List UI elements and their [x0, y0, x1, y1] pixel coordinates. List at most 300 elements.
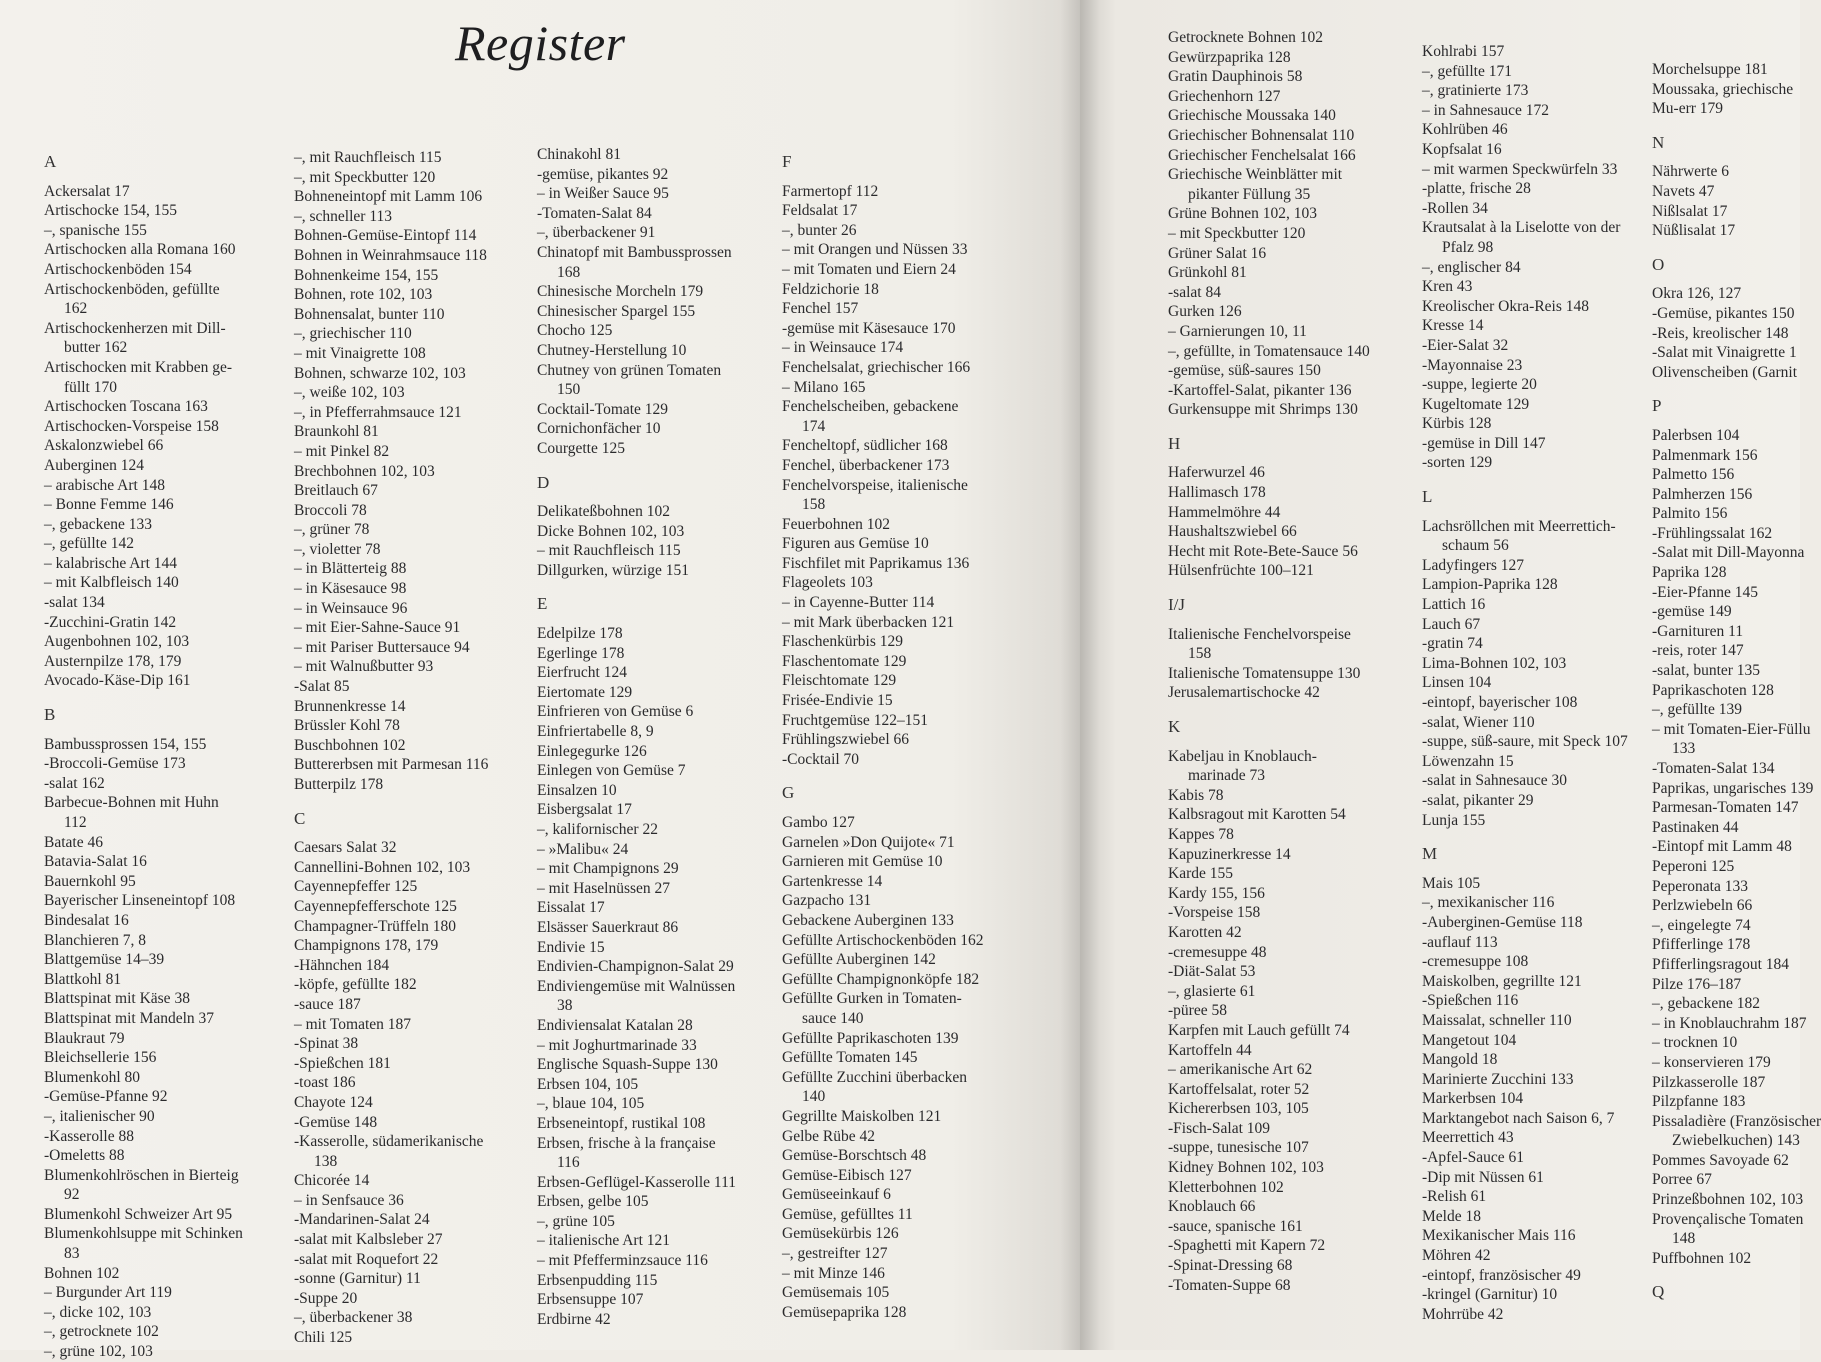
index-entry: Gegrillte Maiskolben 121 [782, 1107, 942, 1125]
index-entry: Blumenkohl Schweizer Art 95 [44, 1205, 233, 1223]
index-entry: – in Sahnesauce 172 [1422, 101, 1549, 119]
index-entry: Einfriertabelle 8, 9 [537, 723, 654, 741]
index-entry: Chutney-Herstellung 10 [537, 341, 687, 359]
index-entry: –, bunter 26 [782, 221, 857, 239]
index-entry: Nüßlisalat 17 [1652, 222, 1736, 240]
index-entry: Erdbirne 42 [537, 1310, 611, 1328]
index-entry: Morchelsuppe 181 [1652, 61, 1768, 78]
index-entry: – mit Tomaten 187 [294, 1015, 412, 1033]
index-entry: Gefüllte Gurken in Tomaten- [782, 990, 962, 1008]
index-entry: Haushaltszwiebel 66 [1168, 523, 1297, 541]
index-entry: Bindesalat 16 [44, 911, 129, 929]
index-entry: Palerbsen 104 [1652, 426, 1740, 444]
index-entry: Erbsenpudding 115 [537, 1271, 658, 1289]
index-entry: -Kasserolle, südamerikanische [294, 1133, 484, 1151]
index-entry: Getrocknete Bohnen 102 [1168, 29, 1323, 46]
index-entry: -Cocktail 70 [782, 750, 860, 768]
index-entry: Courgette 125 [537, 439, 625, 457]
index-entry: –, gestreifter 127 [782, 1245, 888, 1263]
index-entry: –, eingelegte 74 [1652, 916, 1751, 934]
index-entry: Mu-err 179 [1652, 100, 1724, 118]
index-entry: Fenchel, überbackener 173 [782, 456, 950, 474]
index-entry: -gemüse in Dill 147 [1422, 434, 1546, 452]
index-entry: -salat, bunter 135 [1652, 662, 1761, 680]
index-entry: -Garnituren 11 [1652, 622, 1744, 640]
index-entry: Pilzpfanne 183 [1652, 1093, 1746, 1111]
index-entry: Marktangebot nach Saison 6, 7 [1422, 1109, 1615, 1127]
index-entry: Maissalat, schneller 110 [1422, 1011, 1572, 1029]
index-entry: Lampion-Paprika 128 [1422, 576, 1558, 594]
index-entry: Cocktail-Tomate 129 [537, 400, 669, 418]
index-entry: –, kalifornischer 22 [537, 821, 658, 838]
index-entry: Artischockenherzen mit Dill- [44, 319, 226, 337]
index-entry: -Relish 61 [1422, 1188, 1487, 1206]
index-entry: Brüssler Kohl 78 [294, 717, 400, 735]
index-entry: Olivenscheiben (Garnit [1652, 363, 1798, 381]
index-entry: Gemüse, gefülltes 11 [782, 1205, 913, 1223]
index-entry: –, italienischer 90 [44, 1107, 155, 1125]
index-entry: 162 [64, 300, 88, 318]
index-entry: – in Weinsauce 96 [294, 599, 408, 617]
index-entry: Askalonzwiebel 66 [44, 437, 164, 455]
index-entry: Gefüllte Champignonköpfe 182 [782, 970, 980, 988]
index-entry: Marinierte Zucchini 133 [1422, 1070, 1574, 1088]
index-section-letter: H [1168, 433, 1181, 453]
index-entry: -Spießchen 116 [1422, 992, 1519, 1010]
index-section-letter: P [1652, 396, 1662, 416]
index-entry: Grüner Salat 16 [1168, 244, 1267, 262]
index-entry: Mangold 18 [1422, 1051, 1498, 1069]
index-entry: Gemüseeinkauf 6 [782, 1186, 891, 1204]
index-entry: – mit Walnußbutter 93 [294, 658, 434, 676]
index-entry: Paprikaschoten 128 [1652, 681, 1774, 699]
index-entry: –, gebackene 182 [1652, 995, 1761, 1013]
index-entry: -Auberginen-Gemüse 118 [1422, 913, 1583, 931]
index-entry: –, gefüllte, in Tomatensauce 140 [1168, 342, 1370, 360]
index-entry: Nißlsalat 17 [1652, 202, 1728, 220]
index-entry: – Garnierungen 10, 11 [1168, 322, 1307, 340]
index-entry: Markerbsen 104 [1422, 1090, 1524, 1108]
index-entry: Dillgurken, würzige 151 [537, 561, 689, 579]
index-entry: Feuerbohnen 102 [782, 515, 891, 533]
index-entry: Kresse 14 [1422, 317, 1484, 335]
index-entry: -Salat mit Vinaigrette 1 [1652, 344, 1797, 362]
index-entry: Meerrettich 43 [1422, 1129, 1514, 1147]
index-entry: Hallimasch 178 [1168, 484, 1266, 502]
index-entry: Einfrieren von Gemüse 6 [537, 703, 694, 721]
index-entry: -Apfel-Sauce 61 [1422, 1149, 1524, 1167]
index-entry: sauce 140 [802, 1009, 864, 1027]
index-entry: 83 [64, 1245, 80, 1263]
index-entry: Frisée-Endivie 15 [782, 692, 893, 710]
index-entry: -Fisch-Salat 109 [1168, 1119, 1271, 1137]
index-entry: Buttererbsen mit Parmesan 116 [294, 756, 489, 774]
index-entry: Endiviensalat Katalan 28 [537, 1016, 693, 1034]
index-entry: Mexikanischer Mais 116 [1422, 1227, 1576, 1245]
index-entry: füllt 170 [64, 378, 117, 396]
index-entry: Artischocken alla Romana 160 [44, 241, 236, 259]
index-entry: Fencheltopf, südlicher 168 [782, 437, 948, 455]
index-entry: Italienische Tomatensuppe 130 [1168, 664, 1361, 682]
index-entry: –, dicke 102, 103 [44, 1303, 152, 1321]
index-entry: 116 [557, 1154, 580, 1172]
index-entry: Möhren 42 [1422, 1247, 1491, 1265]
index-entry: Lauch 67 [1422, 615, 1481, 633]
index-entry: –, grüne 105 [537, 1212, 615, 1230]
index-entry: Blumenkohlröschen in Bierteig [44, 1166, 239, 1184]
index-entry: -reis, roter 147 [1652, 642, 1744, 660]
index-entry: Cayennepfeffer 125 [294, 878, 418, 896]
index-entry: -salat 162 [44, 774, 105, 792]
index-entry: -Rollen 34 [1422, 199, 1488, 217]
index-entry: -Gemüse-Pfanne 92 [44, 1088, 168, 1106]
index-entry: – mit Minze 146 [782, 1264, 885, 1282]
index-entry: Blattgemüse 14–39 [44, 951, 165, 969]
index-entry: Lattich 16 [1422, 596, 1486, 614]
index-entry: Mangetout 104 [1422, 1031, 1517, 1049]
index-entry: Cannellini-Bohnen 102, 103 [294, 858, 471, 876]
index-entry: Gebackene Auberginen 133 [782, 911, 954, 929]
index-entry: Grünkohl 81 [1168, 264, 1247, 282]
index-entry: – »Malibu« 24 [537, 840, 629, 858]
index-section-letter: F [782, 152, 792, 171]
index-entry: –, gefüllte 171 [1422, 62, 1512, 80]
index-entry: Endivie 15 [537, 938, 605, 956]
index-entry: -sorten 129 [1422, 454, 1493, 472]
index-entry: -salat in Sahnesauce 30 [1422, 772, 1568, 790]
index-entry: –, blaue 104, 105 [537, 1095, 645, 1113]
index-section-letter: O [1652, 254, 1665, 274]
index-entry: Linsen 104 [1422, 674, 1492, 692]
index-entry: 38 [557, 997, 573, 1015]
index-entry: Eissalat 17 [537, 899, 605, 917]
index-entry: Gefüllte Auberginen 142 [782, 951, 936, 969]
index-entry: – mit Champignons 29 [537, 860, 679, 878]
index-entry: Chocho 125 [537, 322, 613, 340]
index-entry: Einsalzen 10 [537, 781, 617, 799]
index-entry: Griechische Weinblätter mit [1168, 166, 1343, 184]
index-entry: Paprikas, ungarisches 139 [1652, 779, 1814, 797]
index-entry: Garnieren mit Gemüse 10 [782, 853, 943, 871]
index-entry: – mit Pinkel 82 [294, 442, 390, 460]
index-entry: -Frühlingssalat 162 [1652, 524, 1773, 542]
index-entry: -Kartoffel-Salat, pikanter 136 [1168, 381, 1352, 399]
index-entry: Artischocken mit Krabben ge- [44, 358, 233, 376]
index-entry: –, gefüllte 139 [1652, 701, 1742, 719]
index-entry: -Eintopf mit Lamm 48 [1652, 838, 1792, 856]
index-entry: -eintopf, bayerischer 108 [1422, 694, 1578, 711]
index-entry: Perlzwiebeln 66 [1652, 897, 1753, 915]
index-entry: -Mandarinen-Salat 24 [294, 1211, 430, 1229]
index-entry: Blattkohl 81 [44, 970, 122, 988]
index-entry: – mit Kalbfleisch 140 [44, 574, 179, 592]
index-entry: Kabeljau in Knoblauch- [1168, 747, 1317, 765]
index-entry: Pfifferlinge 178 [1652, 936, 1751, 954]
index-entry: –, überbackener 38 [294, 1309, 413, 1327]
index-entry: Blattspinat mit Käse 38 [44, 990, 190, 1008]
index-entry: -salat 84 [1168, 283, 1221, 301]
index-entry: –, weiße 102, 103 [294, 384, 405, 402]
index-entry: Chutney von grünen Tomaten [537, 361, 722, 379]
index-entry: Griechische Moussaka 140 [1168, 107, 1336, 125]
index-entry: -toast 186 [294, 1074, 356, 1092]
index-entry: – mit Orangen und Nüssen 33 [782, 241, 968, 259]
index-entry: Peperoni 125 [1652, 857, 1735, 875]
index-entry: – kalabrische Art 144 [44, 554, 178, 572]
index-section-letter: G [782, 783, 795, 803]
index-entry: -Vorspeise 158 [1168, 904, 1261, 922]
index-entry: Kidney Bohnen 102, 103 [1168, 1159, 1324, 1177]
index-entry: – mit warmen Speckwürfeln 33 [1422, 160, 1618, 178]
index-entry: Gurken 126 [1168, 303, 1242, 321]
index-entry: Flaschenkürbis 129 [782, 633, 903, 651]
index-entry: 92 [64, 1186, 80, 1204]
index-entry: –, grüne 102, 103 [44, 1343, 153, 1361]
index-entry: Egerlinge 178 [537, 644, 625, 662]
index-section-letter: C [294, 808, 306, 828]
index-entry: –, gratinierte 173 [1422, 82, 1529, 100]
index-entry: – mit Pariser Buttersauce 94 [294, 638, 470, 656]
index-entry: Grüne Bohnen 102, 103 [1168, 205, 1317, 223]
index-entry: 138 [314, 1152, 338, 1170]
index-entry: Melde 18 [1422, 1207, 1481, 1225]
index-entry: –, spanische 155 [44, 221, 147, 239]
index-entry: Karotten 42 [1168, 923, 1242, 941]
index-entry: Mais 105 [1422, 874, 1481, 892]
index-entry: Gemüsekürbis 126 [782, 1225, 899, 1243]
index-entry: Peperonata 133 [1652, 877, 1748, 895]
index-section-letter: Q [1652, 1282, 1665, 1302]
index-entry: Flaschentomate 129 [782, 652, 907, 670]
index-entry: -gemüse, süß-saures 150 [1168, 362, 1321, 380]
index-entry: Edelpilze 178 [537, 625, 623, 643]
page-title: Register [455, 15, 626, 71]
index-entry: Elsässer Sauerkraut 86 [537, 918, 679, 936]
index-entry: Endiviengemüse mit Walnüssen [537, 977, 736, 995]
index-entry: Hecht mit Rote-Bete-Sauce 56 [1168, 542, 1358, 560]
index-entry: Chinatopf mit Bambussprossen [537, 243, 732, 261]
index-entry: Erbsen, frische à la française [537, 1134, 716, 1152]
index-entry: Mohrrübe 42 [1422, 1305, 1504, 1323]
index-entry: Kürbis 128 [1422, 415, 1492, 433]
index-entry: Garnelen »Don Quijote« 71 [782, 833, 955, 851]
index-entry: -salat, pikanter 29 [1422, 791, 1534, 809]
index-entry: Chinesische Morcheln 179 [537, 283, 704, 301]
index-entry: – trocknen 10 [1652, 1034, 1738, 1052]
index-entry: – mit Speckbutter 120 [1168, 224, 1306, 242]
index-column-7 [1652, 60, 1821, 1312]
index-entry: Dicke Bohnen 102, 103 [537, 522, 685, 540]
index-entry: -sauce 187 [294, 995, 361, 1013]
index-entry: Braunkohl 81 [294, 423, 379, 441]
index-entry: Erbsen 104, 105 [537, 1075, 639, 1093]
index-entry: Feldsalat 17 [782, 202, 858, 220]
index-entry: Kletterbohnen 102 [1168, 1178, 1284, 1196]
index-entry: Griechischer Fenchelsalat 166 [1168, 146, 1356, 164]
index-entry: Jerusalemartischocke 42 [1168, 684, 1320, 702]
index-entry: Chinesischer Spargel 155 [537, 302, 696, 320]
index-entry: Gambo 127 [782, 814, 855, 831]
index-section-letter: E [537, 594, 548, 614]
index-entry: –, mit Speckbutter 120 [294, 168, 436, 186]
index-entry: Pfalz 98 [1442, 238, 1494, 256]
index-entry: Chayote 124 [294, 1093, 373, 1111]
index-entry: -auflauf 113 [1422, 933, 1498, 951]
index-column-6 [1422, 42, 1628, 1324]
index-entry: Pastinaken 44 [1652, 818, 1739, 836]
index-entry: – Milano 165 [782, 378, 866, 396]
index-entry: -püree 58 [1168, 1002, 1227, 1020]
index-entry: -Eier-Pfanne 145 [1652, 583, 1758, 601]
index-entry: 148 [1672, 1230, 1696, 1248]
index-entry: Kalbsragout mit Karotten 54 [1168, 806, 1346, 824]
index-entry: Flageolets 103 [782, 574, 873, 592]
index-entry: Artischocken-Vorspeise 158 [44, 417, 219, 435]
index-entry: -Omeletts 88 [44, 1147, 125, 1165]
index-entry: Bohnen 102 [44, 1264, 120, 1282]
index-entry: Moussaka, griechische [1652, 80, 1794, 98]
index-entry: -gemüse 149 [1652, 603, 1732, 621]
index-section-letter: A [44, 152, 57, 171]
index-entry: marinade 73 [1188, 767, 1266, 785]
index-entry: -Tomaten-Salat 84 [537, 204, 652, 222]
index-section-letter: D [537, 472, 550, 492]
index-entry: Endivien-Champignon-Salat 29 [537, 958, 734, 976]
index-entry: Blumenkohl 80 [44, 1068, 141, 1086]
index-entry: Einlegen von Gemüse 7 [537, 762, 686, 780]
index-entry: -gratin 74 [1422, 635, 1483, 653]
index-entry: –, glasierte 61 [1168, 982, 1256, 1000]
index-entry: Kartoffelsalat, roter 52 [1168, 1080, 1310, 1098]
index-entry: Gefüllte Tomaten 145 [782, 1049, 918, 1067]
index-entry: – mit Rauchfleisch 115 [537, 542, 681, 560]
index-entry: Artischockenböden, gefüllte [44, 280, 220, 298]
index-entry: Eisbergsalat 17 [537, 801, 632, 819]
index-entry: Fenchelsalat, griechischer 166 [782, 358, 971, 376]
index-entry: -Kasserolle 88 [44, 1127, 134, 1145]
index-entry: Fischfilet mit Paprikamus 136 [782, 554, 970, 572]
index-entry: Batavia-Salat 16 [44, 853, 147, 871]
index-entry: Pilzkasserolle 187 [1652, 1073, 1766, 1091]
index-entry: Champagner-Trüffeln 180 [294, 917, 456, 935]
index-entry: Puffbohnen 102 [1652, 1249, 1752, 1267]
index-section-letter: I/J [1168, 595, 1185, 615]
index-entry: -eintopf, französischer 49 [1422, 1266, 1581, 1284]
index-entry: Auberginen 124 [44, 456, 145, 474]
index-entry: butter 162 [64, 339, 128, 357]
index-column-3 [537, 145, 736, 1329]
index-entry: Artischockenböden 154 [44, 260, 192, 278]
index-entry: -salat 134 [44, 594, 105, 612]
index-entry: Pissaladière (Französischer [1652, 1112, 1821, 1130]
index-section-letter: N [1652, 132, 1665, 152]
index-entry: Lachsröllchen mit Meerrettich- [1422, 517, 1616, 535]
index-entry: –, griechischer 110 [294, 325, 412, 343]
index-entry: Einlegegurke 126 [537, 742, 647, 760]
index-entry: -gemüse, pikantes 92 [537, 165, 669, 183]
index-entry: Navets 47 [1652, 182, 1715, 200]
index-entry: Kohlrabi 157 [1422, 43, 1505, 60]
index-entry: Artischocken Toscana 163 [44, 398, 208, 416]
index-entry: – Bonne Femme 146 [44, 496, 174, 514]
index-entry: Karde 155 [1168, 865, 1233, 883]
index-entry: Caesars Salat 32 [294, 839, 397, 857]
index-section-letter: B [44, 705, 56, 725]
index-entry: -Gemüse 148 [294, 1113, 378, 1131]
index-entry: -Broccoli-Gemüse 173 [44, 755, 186, 773]
index-entry: Brechbohnen 102, 103 [294, 462, 435, 480]
index-entry: Kappes 78 [1168, 825, 1234, 843]
index-entry: – in Cayenne-Butter 114 [782, 594, 935, 612]
index-entry: Paprika 128 [1652, 564, 1727, 582]
index-entry: Bohneneintopf mit Lamm 106 [294, 188, 483, 206]
index-entry: -Tomaten-Suppe 68 [1168, 1276, 1291, 1294]
index-entry: -Zucchini-Gratin 142 [44, 613, 177, 631]
index-entry: Chinakohl 81 [537, 146, 621, 163]
index-entry: Provençalische Tomaten [1652, 1210, 1804, 1228]
index-entry: – mit Vinaigrette 108 [294, 344, 426, 362]
index-entry: Feldzichorie 18 [782, 280, 879, 298]
index-entry: Hülsenfrüchte 100–121 [1168, 562, 1314, 580]
index-column-5 [1168, 28, 1370, 1295]
index-entry: Gazpacho 131 [782, 892, 872, 910]
index-entry: -Spaghetti mit Kapern 72 [1168, 1237, 1326, 1255]
index-entry: Gefüllte Paprikaschoten 139 [782, 1029, 959, 1047]
index-entry: Nährwerte 6 [1652, 163, 1730, 181]
index-entry: Gratin Dauphinois 58 [1168, 68, 1303, 86]
index-entry: Prinzeßbohnen 102, 103 [1652, 1191, 1804, 1209]
index-entry: Kapuzinerkresse 14 [1168, 845, 1291, 863]
index-entry: Austernpilze 178, 179 [44, 652, 182, 670]
index-entry: -kringel (Garnitur) 10 [1422, 1286, 1558, 1304]
index-entry: Pilze 176–187 [1652, 975, 1742, 993]
index-entry: Batate 46 [44, 833, 103, 851]
index-entry: Erbsen-Geflügel-Kasserolle 111 [537, 1173, 736, 1191]
index-entry: Lunja 155 [1422, 811, 1486, 829]
index-entry: Cornichonfächer 10 [537, 420, 661, 438]
index-entry: –, getrocknete 102 [44, 1323, 159, 1341]
index-entry: -Tomaten-Salat 134 [1652, 760, 1775, 777]
index-entry: –, gefüllte 142 [44, 535, 134, 553]
index-entry: -platte, frische 28 [1422, 180, 1531, 198]
index-entry: Erbsensuppe 107 [537, 1291, 644, 1309]
index-entry: Gemüsemais 105 [782, 1284, 890, 1302]
index-entry: Gemüse-Eibisch 127 [782, 1166, 912, 1184]
index-entry: Eiertomate 129 [537, 683, 633, 701]
index-entry: Löwenzahn 15 [1422, 752, 1514, 770]
index-entry: Krautsalat à la Liselotte von der [1422, 219, 1621, 237]
index-entry: Bohnensalat, bunter 110 [294, 305, 445, 323]
index-entry: Fruchtgemüse 122–151 [782, 711, 928, 729]
index-entry: Zwiebelkuchen) 143 [1672, 1132, 1800, 1150]
book-gutter [1060, 0, 1100, 1350]
index-entry: Okra 126, 127 [1652, 285, 1742, 303]
index-entry: – mit Haselnüssen 27 [537, 879, 671, 897]
index-section-letter: L [1422, 487, 1433, 507]
index-entry: -salat mit Kalbsleber 27 [294, 1231, 443, 1249]
index-entry: -Mayonnaise 23 [1422, 356, 1523, 374]
index-entry: Porree 67 [1652, 1171, 1712, 1189]
index-entry: -Gemüse, pikantes 150 [1652, 304, 1795, 322]
index-entry: – in Knoblauchrahm 187 [1652, 1014, 1807, 1032]
index-entry: Avocado-Käse-Dip 161 [44, 672, 191, 690]
index-entry: Gemüse-Borschtsch 48 [782, 1147, 927, 1165]
index-entry: Lima-Bohnen 102, 103 [1422, 654, 1567, 672]
index-entry: – Burgunder Art 119 [44, 1284, 172, 1302]
index-entry: Bohnen in Weinrahmsauce 118 [294, 246, 487, 264]
index-entry: -Diät-Salat 53 [1168, 963, 1256, 981]
index-entry: Brunnenkresse 14 [294, 697, 406, 715]
